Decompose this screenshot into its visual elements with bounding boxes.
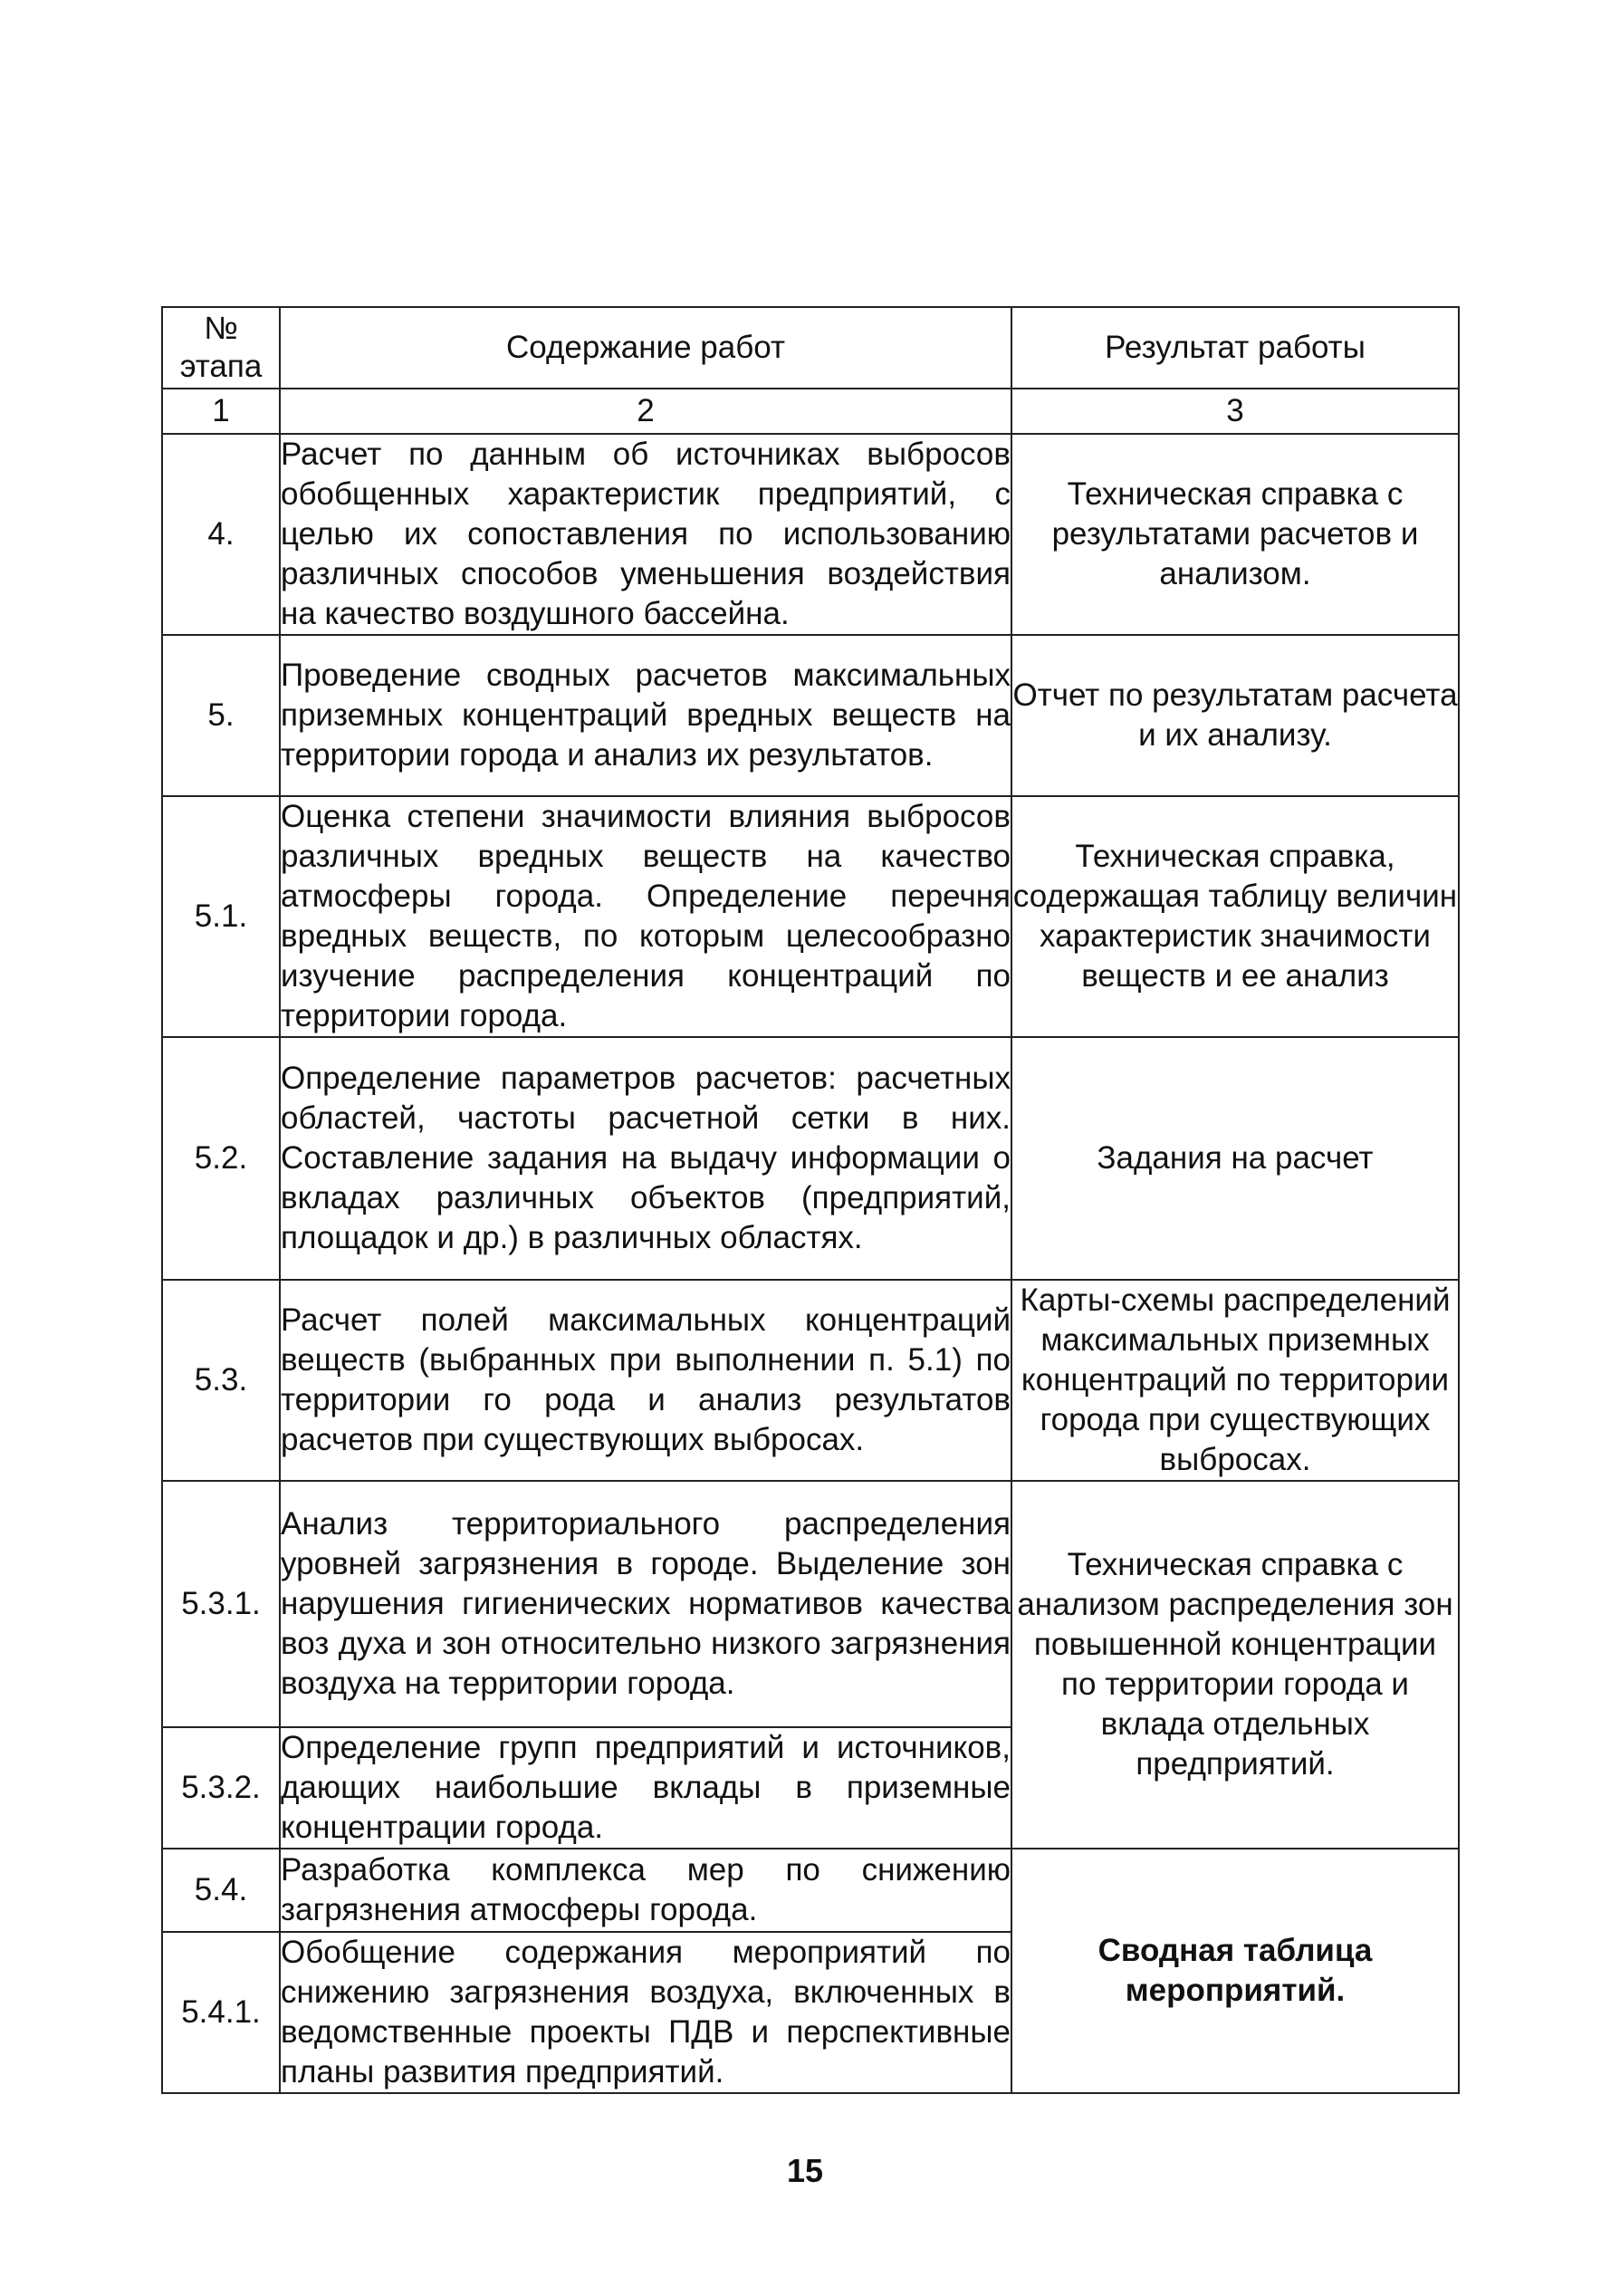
column-number-1: 1: [162, 389, 280, 434]
work-result: Карты-схемы распределений максимальных приземных концентраций по территории города при существующих выбросах.: [1011, 1280, 1459, 1481]
stage-number: 5.: [162, 635, 280, 796]
work-content: Определение групп предприятий и источников, дающих наибольшие вклады в приземные концентрации города.: [280, 1727, 1011, 1849]
stage-number: 5.3.2.: [162, 1727, 280, 1849]
table-row: [162, 1037, 1459, 1280]
work-content: Определение параметров расчетов: расчетных областей, частоты расчетной сетки в них. Составление задания на выдачу информации о вкладах различных объектов (предприятий, площадок и др.) в различных областях.: [280, 1037, 1011, 1280]
work-content: Расчет полей максимальных концентраций веществ (выбранных при выполнении п. 5.1) по территории го рода и анализ результатов расчетов при существующих выбросах.: [280, 1280, 1011, 1481]
header-stage-no-sign: №: [204, 311, 238, 346]
work-content: Расчет по данным об источниках выбросов обобщенных характеристик предприятий, с целью их сопоставления по использованию различных способов уменьшения воздействия на качество воздушного бассейна.: [280, 434, 1011, 635]
work-result: Техническая справка, содержащая таблицу величин характеристик значимости веществ и ее анализ: [1011, 796, 1459, 1037]
header-row: [162, 307, 1459, 389]
stage-number: 5.3.: [162, 1280, 280, 1481]
work-content: Оценка степени значимости влияния выбросов различных вредных веществ на качество атмосферы города. Определение перечня вредных веществ, по которым целесообразно изучение распределения концентраций по территории города.: [280, 796, 1011, 1037]
stage-number: 5.4.: [162, 1849, 280, 1932]
work-result: Сводная таблица мероприятий.: [1011, 1849, 1459, 2093]
stage-number: 5.2.: [162, 1037, 280, 1280]
page-number: 15: [786, 2152, 824, 2189]
work-result: Отчет по результатам расчета и их анализу.: [1011, 635, 1459, 796]
table-row: [162, 1849, 1459, 1932]
stage-number: 5.3.1.: [162, 1481, 280, 1727]
header-result: Результат работы: [1011, 307, 1459, 389]
work-result: Задания на расчет: [1011, 1037, 1459, 1280]
work-result: Техническая справка с результатами расчетов и анализом.: [1011, 434, 1459, 635]
work-content: Разработка комплекса мер по снижению загрязнения атмосферы города.: [280, 1849, 1011, 1932]
table-row: [162, 434, 1459, 635]
stage-number: 5.4.1.: [162, 1932, 280, 2093]
column-number-3: 3: [1011, 389, 1459, 434]
table-row: [162, 796, 1459, 1037]
header-content: Содержание работ: [280, 307, 1011, 389]
table-row: [162, 635, 1459, 796]
work-content: Анализ территориального распределения уровней загрязнения в городе. Выделение зон нарушения гигиенических нормативов качества воз духа и зон относительно низкого загрязнения воздуха на территории города.: [280, 1481, 1011, 1727]
table-row: [162, 1280, 1459, 1481]
column-number-row: [162, 389, 1459, 434]
work-content: Проведение сводных расчетов максимальных приземных концентраций вредных веществ на территории города и анализ их результатов.: [280, 635, 1011, 796]
work-result: Техническая справка с анализом распределения зон повышенной концентрации по территории города и вклада отдельных предприятий.: [1011, 1481, 1459, 1849]
column-number-2: 2: [280, 389, 1011, 434]
stage-number: 4.: [162, 434, 280, 635]
stage-number: 5.1.: [162, 796, 280, 1037]
header-stage-number: [162, 307, 280, 389]
table-row: [162, 1481, 1459, 1727]
work-content: Обобщение содержания мероприятий по снижению загрязнения воздуха, включенных в ведомственные проекты ПДВ и перспективные планы развития предприятий.: [280, 1932, 1011, 2093]
works-table: [161, 306, 1460, 2094]
header-stage-word: этапа: [179, 349, 263, 384]
